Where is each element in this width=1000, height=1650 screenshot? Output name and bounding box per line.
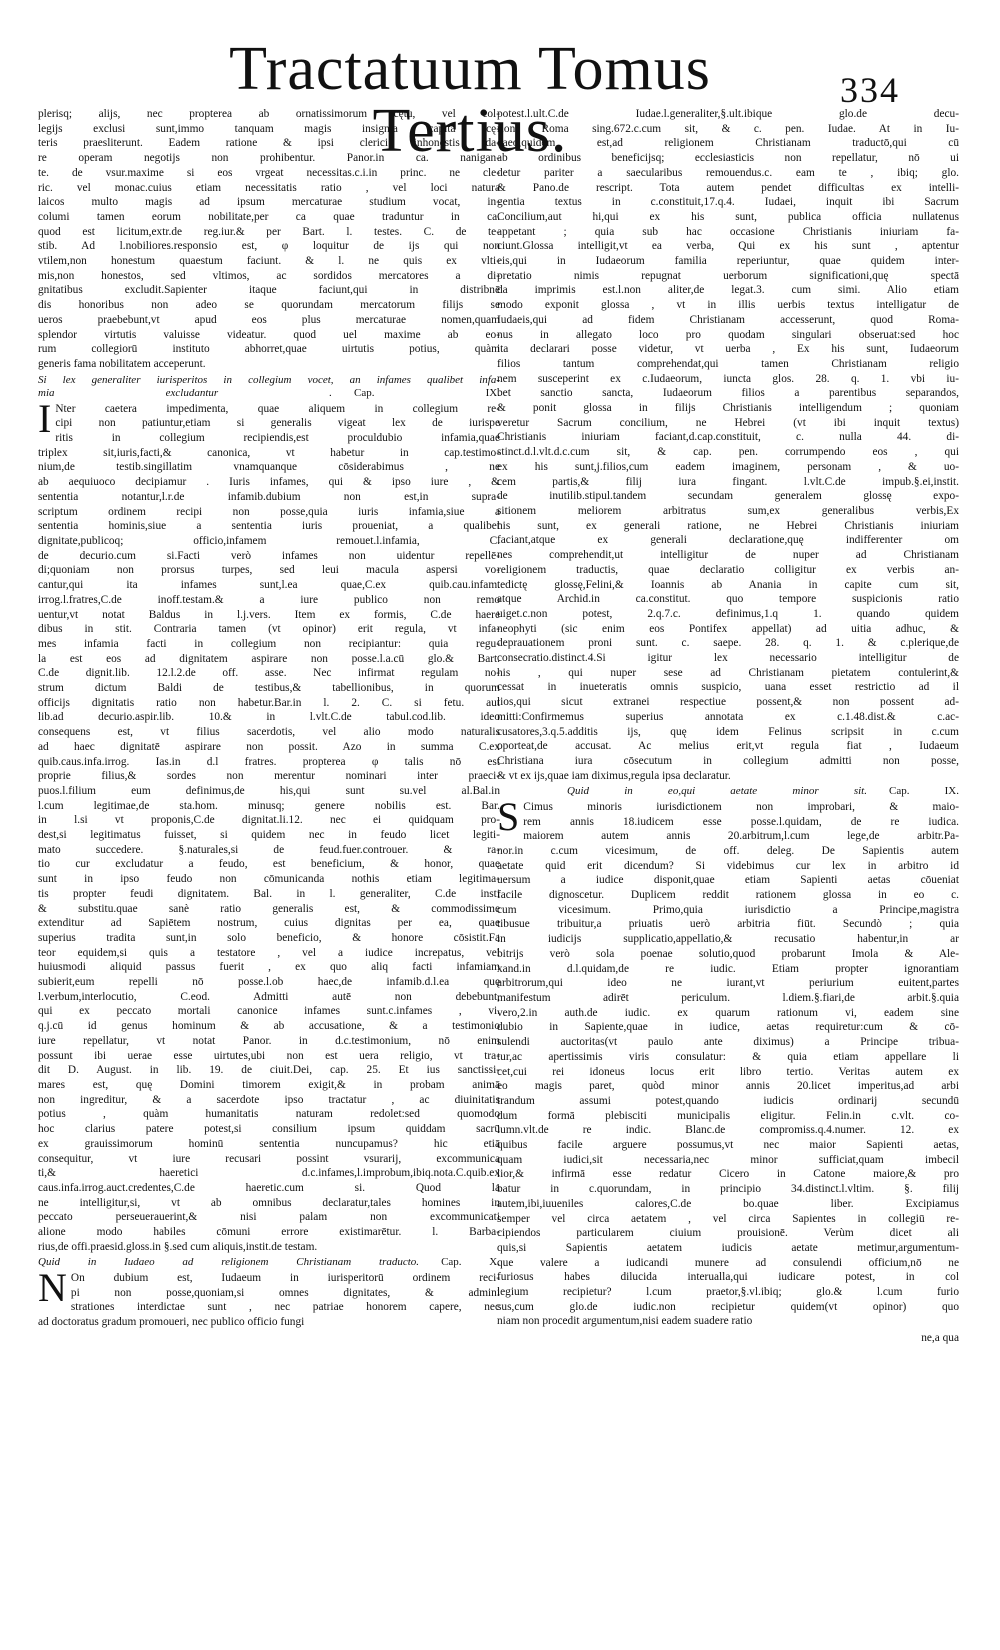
text-line: nus in allegato loco pro quodam singulari obseruat:sed hoc [497, 328, 959, 341]
text-line: mato succedere. §.naturales,si de feud.fuer.controuer. & ra- [38, 843, 500, 856]
chapter-heading-line [38, 387, 500, 401]
text-line: quod est licitum,extr.de reg.iur.& per Bart. l. testes. C. de te- [38, 225, 500, 238]
text-line: superius tradita sunt,in solo beneficio, & honore cōsistit.Fa [38, 931, 500, 944]
text-line: dit D. August. in lib. 19. de ciuit.Dei, cap. 25. Et ius sanctissi- [38, 1064, 500, 1077]
text-line: uiget.c.non potest, 2.q.7.c. definimus,1.q 1. quando quidem [497, 607, 959, 620]
text-line: dibus in stit. Contraria tamen (vt opinor) erit regula, vt infa- [38, 623, 500, 636]
text-line: re operam negotijs non prohibentur. Panor.in ca. nanigan- [38, 152, 500, 165]
text-line: ti,& haeretici d.c.infames,l.improbum,ibiq.nota.C.quib.ex [38, 1167, 500, 1180]
text-line: xand.in d.l.quidam,de re iudic. Etiam propter ignorantiam [497, 962, 959, 975]
paragraph-left-1 [38, 107, 500, 372]
text-line: On dubium est, Iudaeum in iurisperitorū ordinem reci- [70, 1271, 500, 1284]
text-line: rion. Roma sing.672.c.cum sit, & c. pen. Iudae. At in Iu- [497, 122, 959, 135]
text-line: columi tamen eorum nobilitate,per ca quae traduntur in ca. [38, 210, 500, 223]
text-line: alione modo habiles cōmuni errore existimarētur. l. Barba- [38, 1226, 500, 1239]
text-line: plerisq; alijs, nec propterea ab ornatissimorum cętu, vel col- [38, 108, 500, 120]
text-line: arbitrorum,qui ideo ne iurant,vt periurium euitent,partes [497, 977, 959, 990]
text-line: di;quoniam non prorsus turpes, sed leui macula aspersi vo- [38, 564, 500, 577]
text-line: mitti:Confirmemus superius annotata ex c.1.48.dist.& c.ac- [497, 710, 959, 723]
text-line: Cimus minoris iurisdictionem non improbari, & maio- [523, 800, 959, 813]
text-line: ne intelligitur,si, vt ab omnibus declaratur,tales homines in [38, 1196, 500, 1209]
text-line: triplex sit,iuris,facti,& canonica, vt habetur in cap.testimo- [38, 446, 500, 459]
text-line: officijs dignitatis ratio non habetur.Bar.in l. 2. C. si fetu. aut [38, 696, 500, 709]
text-line: faciant,atque ex generali declaratione,quę indifferenter om [497, 534, 959, 547]
text-line: peccato perseuerauerint,& nisi palam non excommunicati [38, 1211, 500, 1224]
text-line: laicos multo magis ad ipsum mercaturae studium vocat, in- [38, 196, 500, 209]
text-line: & ponit glossa in filijs Christianis intelligendum ; quoniam [497, 402, 959, 415]
text-line: aetate quid erit dicendum? Si videbimus cur lex in arbitro id [497, 859, 959, 872]
text-line: bitrijs verò sola poenae solutio,quod probarunt Imola & Ale- [497, 947, 959, 960]
catchword: ne,a qua [921, 1332, 959, 1345]
text-line: dest,si legitimatus fuisset, si quidem nec in feudo licet legiti- [38, 829, 500, 842]
text-line: la est eos ad dignitatem aspirare non posse.l.a.cū glo.& Bart. [38, 652, 500, 665]
text-line: neophyti (sic enim eos Pontifex appellat) ad uitia adhuc, & [497, 622, 959, 635]
chapter-heading-text: Quid in Iudaeo ad religionem Christianam traducto. [38, 1256, 420, 1269]
text-line: dum formā plebisciti municipalis eligitur. Felin.in c.vlt. co- [497, 1109, 959, 1122]
left-column [38, 107, 500, 1332]
text-line: consequens est, vt filius sacerdotis, vel alio modo naturalis [38, 726, 500, 739]
text-line: bet sanctio sancta, Iudaeorum filios a parentibus separandos, [497, 387, 959, 400]
text-line: dignitate,publicoq; officio,infamem remouet.l.infamia, C. [38, 534, 500, 547]
text-line: filios tantum comprehendat,qui tamen Christianam religio [497, 357, 959, 370]
text-line: dubio in Sapiente,quae in iudice, aetas requiretur:cum & cō- [497, 1021, 959, 1034]
text-line: daeo,quidem est,ad religionem Christianam traductō,qui cū [497, 137, 959, 150]
text-line: irrog.l.fratres,C.de inoff.testam.& a iure publico non remo [38, 593, 500, 606]
text-line: proprie filius,& sordes non merentur nominari inter praeci- [38, 770, 500, 783]
text-line: quibus facile arguere possumus,vt nec maior Sapienti aetas, [497, 1139, 959, 1152]
page-number: 334 [840, 70, 900, 110]
text-line: his sunt, ex generali ratione, ne Hebrei Christianis iniuriam [497, 519, 959, 532]
text-line: modo exponit glossa , vt in illis uerbis textus intelligatur de [497, 299, 959, 312]
text-line: sitionem meliorem arbitratus sum,ex generalibus verbis,Ex [497, 504, 959, 517]
text-line: gnitatibus excludit.Sapienter itaque faciunt,qui in distribnē [38, 284, 500, 297]
text-line: cum vicesimum. Primo,quia iurisdictio a Principe,magistra [497, 903, 959, 916]
text-line: cantur,qui ita infames sunt,l.ea quae,C.ex quib.cau.infam. [38, 579, 500, 592]
text-line: ad doctoratus gradum promoueri, nec publico officio fungi [38, 1316, 305, 1329]
text-line: eis,qui in Iudaeorum familia reperiuntur, quae quidem inter- [497, 255, 959, 268]
text-line: maiorem autem annis 20.arbitrum,l.cum lege,de arbitr.Pa- [523, 830, 959, 843]
text-line: pretatio nimis repugnat uerborum significationi,quę spectā [497, 269, 959, 282]
text-line: ex grauissimorum hominū sententia nuncupamus? hic etiā [38, 1137, 500, 1150]
text-line: uentur,vt notat Baldus in l.j.vers. Item ex formis, C.de haere [38, 608, 500, 621]
text-line: legium recipietur? l.cum praetor,§.vl.ibiq; glo.& l.cum furio [497, 1286, 959, 1299]
drop-cap: N [38, 1264, 67, 1310]
text-line: vtilem,non honestum quaestum faciunt. & l. ne quis ex vlti- [38, 255, 500, 268]
text-line: in iudicijs supplicatio,appellatio,& recusatio habentur,in ar [497, 933, 959, 946]
text-line: teor equidem,si quis a testatore , vel a iudice increpatus, vel [38, 946, 500, 959]
chapter-heading-ix-right [497, 785, 959, 799]
chapter-heading-line [497, 785, 959, 799]
text-line: sententia hominis,siue a sententia iuris proueniat, a qualibet [38, 520, 500, 533]
paragraph-right-2 [497, 793, 959, 1329]
text-line: da imprimis est.l.non aliter,de legat.3. cum simi. Alio etiam [497, 284, 959, 297]
text-line: vero,2.in auth.de iudic. ex quarum rationum vi, eadem sine [497, 1006, 959, 1019]
text-line: religionem traductis, quae declaratio colligitur ex verbis an- [497, 563, 959, 576]
text-line: cet,cui rei idoneus locus erit libro tertio. Veritas autem ex [497, 1065, 959, 1078]
text-line: Nter caetera impedimenta, quae aliquem in collegium re- [55, 402, 500, 415]
text-line: ex his sunt,j.filios,cum eadem imaginem, personam , & uo- [497, 460, 959, 473]
text-line: tedictę glossę,Felini,& Ioannis ab Anania in capite cum sit, [497, 578, 959, 591]
text-line: consequitur, vt iure recusari possint vsurarij, excommunica [38, 1152, 500, 1165]
text-line: splendor virtutis valuisse videatur. quod uel maxime ab eo- [38, 328, 500, 341]
text-line: Concilium,aut hi,qui ex his sunt, publica officia nullatenus [497, 210, 959, 223]
text-line: oporteat,de accusat. Ac melius erit,vt regula fiat , Iudaeum [497, 740, 959, 753]
chapter-number: Cap. IX. [888, 785, 959, 798]
text-line: C.de dignit.lib. 12.l.2.de off. asse. Nec infirmat regulam no- [38, 667, 500, 680]
text-line: consecratio.distinct.4.Si igitur lex necessario intelligitur de [497, 652, 959, 665]
text-line: ciunt.Glossa intelligit,vt ea verba, Qui ex his sunt , aptentur [497, 240, 959, 253]
text-line: generis fama nobilitatem acceperunt. [38, 357, 206, 370]
text-line: iure repellatur, vt notat Panor. in d.c.testimonium, nō enim [38, 1034, 500, 1047]
text-line: te. de vsur.maxime si eos vrgeat necessitas.c.i.in princ. ne cle- [38, 166, 500, 179]
running-title: Tractatuum Tomus Tertius. [229, 35, 711, 165]
text-line: hoc clarius patere potest,si consilium ipsum quiddam sacrū [38, 1123, 500, 1136]
text-line: potius , quàm humanitatis naturam redolet:sed quomodo [38, 1108, 500, 1121]
chapter-number: Cap. X. [441, 1256, 500, 1269]
paragraph-right-1 [497, 107, 959, 783]
text-line: tibusue tribuitur,a priuatis uerò arbitria fiūt. Secundò ; quia [497, 918, 959, 931]
text-line: dis honoribus non adeo se quorundam mercatorum filijs se [38, 299, 500, 312]
text-line: nor.in c.cum vicesimum, de off. deleg. De Sapientis autem [497, 844, 959, 857]
text-line: q.j.cū id genus hominum & ab accusatione, & a testimonio [38, 1020, 500, 1033]
text-line: cessat in inueteratis omnis suspicio, uana esset restrictio ad il [497, 681, 959, 694]
chapter-heading-text: Quid in eo,qui aetate minor sit. [567, 785, 867, 798]
right-column [497, 107, 959, 1346]
catchword-row [497, 1331, 959, 1346]
text-line: quis,si Sapientis aetatem iudicis aetate metimur,argumentum- [497, 1241, 959, 1254]
text-line: ab ordinibus beneficijsq; ecclesiasticis non repellatur, nō ui [497, 152, 959, 165]
text-line: deprauationem proni sunt. c. saepe. 28. q. 1. & c.plerique,de [497, 637, 959, 650]
chapter-heading-line [38, 1256, 500, 1270]
text-line: nes comprehendit,ut intelligitur de nuper ad Christianam [497, 549, 959, 562]
text-line: & substitu.quae sanè ratio generalis est, & commodissime [38, 902, 500, 915]
text-line: quam iudici,sit necessaria,nec minor sufficiat,quam imbecil [497, 1153, 959, 1166]
text-line: ric. vel monac.cuius etiam necessitatis ratio , vel loci natura [38, 181, 500, 194]
text-line: strum dictum Baldi de testibus,& tabellionibus, in quorum [38, 682, 500, 695]
chapter-number: Cap. IX. [354, 387, 500, 400]
text-line: in l.si vt proponis,C.de dignitat.li.12. nec ei quidquam pro- [38, 814, 500, 827]
text-line: cipiendos particularem ciuium prouisionē. Verùm dicet ali [497, 1227, 959, 1240]
text-line: que valere a iudicandi munere ad consulendi officium,nō ne [497, 1256, 959, 1269]
text-line: cusatores,3.q.5.additis ijs, quę idem Felinus scripsit in c.cum [497, 725, 959, 738]
text-line: & vt ex ijs,quae iam diximus,regula ipsa declaratur. [497, 769, 731, 782]
text-line: lios,qui sicut extranei respectiue possent,& non possent ad- [497, 696, 959, 709]
text-line: possunt ibi uerae esse uirtutes,ubi non est uera religio, vt tra- [38, 1049, 500, 1062]
text-line: l.cum legitimae,de sta.hom. minusq; genere nobilis est. Bar. [38, 799, 500, 812]
text-line: Christianis iniuriam faciant,d.cap.constituit, c. nulla 44. di- [497, 431, 959, 444]
text-line: subierit,eum repelli nō posse.l.ob haec,de infamib.d.l.ea quę [38, 976, 500, 989]
text-line: strationes interdictae sunt , nec patriae honorem capere, nec [70, 1301, 500, 1314]
paragraph-left-3 [38, 1264, 500, 1330]
text-line: batur in c.quorundam, in principio 34.distinct.l.vltim. §. filij [497, 1183, 959, 1196]
text-line: quib.caus.infa.irrog. Ias.in d.l fratres. propterea φ talis nō est [38, 755, 500, 768]
text-line: mes infamia facti in collegium non recipiantur: quia regu- [38, 637, 500, 650]
paragraph-body [497, 793, 959, 1329]
text-line: ueros praebebunt,vt apud eos plus mercaturae nomen,quam [38, 313, 500, 326]
text-line: rem annis 18.iudicem esse posse.l.quidam, de re iudica. [523, 815, 959, 828]
text-line: de decurio.cum si.Facti verò infames non uidentur repellē- [38, 549, 500, 562]
text-line: caus.infa.irrog.auct.credentes,C.de haeretic.cum si. Quod la [38, 1181, 500, 1194]
text-line: ritis in collegium recipiendis,est proculdubio infamia,quae [55, 432, 500, 445]
text-line: stinct.d.l.vlt.d.c.cum sit, & cap. pen. corrumpendo eos , qui [497, 446, 959, 459]
text-line: furiosus habes dilucida interualla,qui iudicare potest, in col [497, 1271, 959, 1284]
text-line: facile dignoscetur. Duplicem reddit rationem glossa in eo c. [497, 889, 959, 902]
text-line: huiusmodi aliquid passus fuerit , ex quo aliq facti infamiam [38, 961, 500, 974]
text-line: ita declarari posse videtur, vt uerba , Ex his sunt, Iudaeorum [497, 343, 959, 356]
text-line: ab aequiuoco decipiamur . Iuris infames, qui & ipso iure , & [38, 476, 500, 489]
text-line: de inutilib.stipul.tandem secundam generalem glossę expo- [497, 490, 959, 503]
text-line: sulendi auctoritas(vt paulo ante diximus) a Principe tribua- [497, 1036, 959, 1049]
text-line: puos.l.filium eum definimus,de his,qui sunt su.vel al.Bal.in [38, 784, 500, 797]
text-line: sus,cum glo.de iudic.non recipietur quidem(vt opinor) quo [497, 1300, 959, 1313]
text-line: cem partis,& filij iura fingant. l.vlt.C.de impub.§.ei,instit. [497, 475, 959, 488]
text-line: tio cur excludatur a feudo, est beneficium, & honor, quae [38, 858, 500, 871]
text-line: atque Archid.in ca.constitut. quo tempore suspicionis ratio [497, 593, 959, 606]
text-line: ad haec dignitatē aspirare non possit. Azo in summa C.ex [38, 740, 500, 753]
text-line: teris praesliterunt. Eadem ratione & ipsi clerici inhonestis da- [38, 137, 500, 150]
text-line: sunt in ipso feudo non cōmunicanda nothis etiam legitima- [38, 873, 500, 886]
text-line: autem,ibi,iuueniles calores,C.de bo.quae liber. Excipiamus [497, 1197, 959, 1210]
chapter-heading-ix [38, 374, 500, 401]
text-line: & Pano.de rescript. Tota autem pendet difficultas ex intelli- [497, 181, 959, 194]
text-line: potest.l.ult.C.de Iudae.l.generaliter,§.ult.ibique glo.de decu- [497, 108, 959, 120]
text-line: l.verbum,interlocutio, C.eod. Admitti autē non debebunt, [38, 990, 500, 1003]
text-line: niam non procedit argumentum,nisi eadem suadere ratio [497, 1315, 753, 1328]
text-line: nium,de testib.singillatim vnamquanque cōsiderabimus , ne [38, 461, 500, 474]
text-line: detur pariter a saecularibus remouendus.c. eam te , ibiq; glo. [497, 166, 959, 179]
drop-cap: I [38, 395, 52, 441]
text-line: eo magis paret, quòd minor annis 20.licet imperitus,ad arbi [497, 1080, 959, 1093]
text-line: veretur Sacrum concilium, ne Hebrei (vt ibi inquit textus) [497, 416, 959, 429]
text-line: sententia notantur,l.r.de infamib.dubium non est,in supra- [38, 490, 500, 503]
text-line: mis,non honestos, sed vltimos, ac sordidos mercatores a di- [38, 269, 500, 282]
text-line: scriptum ordinem recipi non posse,quia iuris infamia,siue a [38, 505, 500, 518]
text-line: Iudaeis,qui ad fidem Christianam accesserunt, quod Roma- [497, 313, 959, 326]
text-line: his , qui nuper sese ad Christianam pietatem contulerint,& [497, 666, 959, 679]
text-line: cipi non patiuntur,etiam si generalis vigeat lex de iurispe [55, 417, 500, 430]
text-line: non ingreditur, & a sacerdote ipso tractatur , ac diuinitatis [38, 1093, 500, 1106]
text-line: Christiana iura cōsecutum in collegium admitti non posse, [497, 754, 959, 767]
text-line: rius,de offi.praesid.gloss.in §.sed cum aliquis,instit.de testam. [38, 1240, 318, 1253]
text-line: legijs exclusi sunt,immo tanquam magis insignia capita cę- [38, 122, 500, 135]
text-line: trandum assumi potest,quando iudicis ordinarij secundū [497, 1094, 959, 1107]
text-line: pi non posse,quoniam,si omnes dignitates, & admini [70, 1286, 500, 1299]
chapter-heading-x [38, 1256, 500, 1270]
chapter-heading-line: Si lex generaliter iurisperitos in collegium vocet, an infames qualibet infa- [38, 373, 500, 386]
text-line: lib.ad decurio.aspir.lib. 10.& in l.vlt.C.de tabul.cod.lib. ideo [38, 711, 500, 724]
text-line: uersum a iudice disponit,quae etiam Sapienti aetas cōueniat [497, 874, 959, 887]
text-line: nem susceperint ex c.Iudaeorum, iuncta glos. 28. q. 1. vbi iu- [497, 372, 959, 385]
paragraph-body [38, 1264, 500, 1330]
chapter-heading-tail: mia excludantur . [38, 387, 333, 400]
text-line: extenditur ad Sapiētem nostrum, cuius dignitas per ea, quae [38, 917, 500, 930]
text-line: lumn.vlt.de re indic. Blanc.de compromiss.q.4.numer. 12. ex [497, 1124, 959, 1137]
text-line: stib. Ad l.nobiliores.responsio est, φ loquitur de ijs qui non [38, 240, 500, 253]
text-line: tis propter feudi dignitatem. Bal. in l. generaliter, C.de insti [38, 887, 500, 900]
text-line: qui ex peccato mortali canonice infames sunt.c.infames , vi. [38, 1005, 500, 1018]
text-line: gentia textus in c.constituit,17.q.4. Iudaei, inquit ibi Sacrum [497, 196, 959, 209]
text-line: tur,ac apertissimis viris consulatur: & quia etiam appellare li [497, 1050, 959, 1063]
text-line: appetant ; quia sub hac occasione Christianis iniuriam fa- [497, 225, 959, 238]
text-line: rum collegiorū instituto abhorret,quae uirtutis potius, quàm [38, 343, 500, 356]
paragraph-body [38, 395, 500, 1255]
drop-cap: S [497, 793, 520, 839]
text-line: manifestum adirēt periculum. l.diem.§.fiari,de arbit.§.quia [497, 991, 959, 1004]
paragraph-left-2 [38, 395, 500, 1255]
text-line: lior,& infirmā esse redatur Cicero in Catone maiore,& pro [497, 1168, 959, 1181]
text-line: mares est, quę Domini timorem exigit,& in probam animā [38, 1079, 500, 1091]
text-line: semper vel circa aetatem , vel circa Sapientes in collegiū re- [497, 1212, 959, 1225]
